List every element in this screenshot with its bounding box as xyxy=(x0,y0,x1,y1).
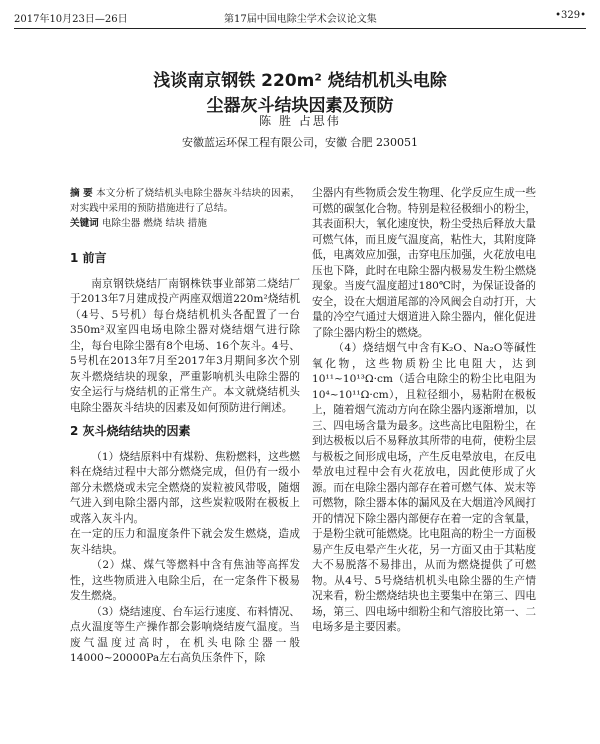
keywords-text: 电除尘器 燃烧 结块 措施 xyxy=(101,218,207,229)
abstract xyxy=(70,186,300,216)
section-2-paragraph-2: 在一定的压力和温度条件下就会发生燃烧，造成灰斗结块。 xyxy=(70,528,300,556)
section-2-paragraph-4: （3）烧结速度、台车运行速度、布料情况、点火温度等生产操作都会影响烧结废气温度。当废气温度过高时，在机头电除尘器一般14000~20000Pa左右高负压条件下，除 xyxy=(70,605,300,664)
section-1-heading: 1 前言 xyxy=(70,251,107,265)
keywords-label: 关键词 xyxy=(70,218,99,229)
right-paragraph-1: 尘器内有些物质会发生物理、化学反应生成一些可燃的碳氢化合物。特别是粒径极细小的粉尘，其表面积大，氧化速度快，粉尘受热后释放大量可燃气体，而且废气温度高，粘性大，其附度降低，电离效应加强，击穿电压加强，火花放电电压也下降，此时在电除尘器内极易发生粉尘燃烧现象。当废气温度超过180℃时，为保证设备的安全，设在大烟道尾部的冷风阀会自动打开，大量的冷空气通过大烟道进入除尘器内，催化促进了除尘器内粉尘的燃烧。 xyxy=(312,187,536,339)
right-column xyxy=(312,186,536,636)
section-2-heading: 2 灰斗烧结结块的因素 xyxy=(70,424,191,438)
section-2-paragraph-1: （1）烧结原料中有煤粉、焦粉燃料，这些燃料在烧结过程中大部分燃烧完成，但仍有一级小部分未燃烧或未完全燃烧的炭粒被风带吸，随烟气进入到电除尘器内部，这些炭粒吸附在极板上或落入灰斗内。 xyxy=(70,450,300,525)
header-rule xyxy=(14,28,586,29)
left-column xyxy=(70,186,300,667)
paper-title-line1: 浅谈南京钢铁 220m² 烧结机机头电除 xyxy=(153,71,447,91)
affiliation: 安徽蓝运环保工程有限公司，安徽 合肥 230051 xyxy=(182,136,418,149)
abstract-text: 本文分析了烧结机头电除尘器灰斗结块的因素，对实践中采用的预防措施进行了总结。 xyxy=(70,188,301,214)
authors: 陈 胜 占思伟 xyxy=(259,114,341,128)
section-1-paragraph: 南京钢铁烧结厂南钢株铁事业部第二烧结厂于2013年7月建成投产两座双烟道220m²烧结机（4号、5号机）每台烧结机机头各配置了一台350m²双室四电场电除尘器对烧结烟气进行除尘，每台电除尘器有8个电场、16个灰斗。4号、5号机在2013年7月至2017年3月期间多次个别灰斗燃烧结块的现象，严重影响机头电除尘器的安全运行与烧结机的正常生产。本文就烧结机头电除尘器灰斗结块的因素及如何预防进行阐述。 xyxy=(70,277,300,414)
section-2-paragraph-3: （2）煤、煤气等燃料中含有焦油等高挥发性，这些物质进入电除尘后，在一定条件下极易发生燃烧。 xyxy=(70,559,300,602)
running-header xyxy=(14,10,586,26)
abstract-label: 摘 要 xyxy=(70,188,93,199)
right-paragraph-2: （4）烧结烟气中含有K₂O、Na₂O等碱性氧化物，这些物质粉尘比电阻大，达到10¹¹~10¹³Ω·cm（适合电除尘的粉尘比电阻为10⁴~10¹¹Ω·cm），且粒径细小，易粘附在极板上，随着烟气流动方向在除尘器内逐渐增加，以三、四电场含量为最多。这些高比电阻粉尘，在到达极板以后不易释放其所带的电荷，使粉尘层与极板之间形成电场，产生反电晕放电，在反电晕放电过程中会有火花放电，因此使形成了火源。而在电除尘器内部存在着可燃气体、炭末等可燃物，除尘器本体的漏风及在大烟道冷风阀打开的情况下除尘器内部便存在着一定的含氧量，于是粉尘就可能燃烧。比电阻高的粉尘一方面极易产生反电晕产生火花，另一方面又由于其粘度大不易脱落不易排出，从而为燃烧提供了可燃物。从4号、5号烧结机机头电除尘器的生产情况来看，粉尘燃烧结块也主要集中在第三、四电场，第三、四电场中细粉尘和气溶胶比第一、二电场多是主要因素。 xyxy=(312,342,536,633)
keywords xyxy=(70,216,300,231)
header-date: 2017年10月23日—26日 xyxy=(14,14,128,25)
header-page-number: •329• xyxy=(555,10,586,21)
paper-title-line2: 尘器灰斗结块因素及预防 xyxy=(206,96,394,116)
header-proceedings: 第17届中国电除尘学术会议论文集 xyxy=(224,14,377,25)
